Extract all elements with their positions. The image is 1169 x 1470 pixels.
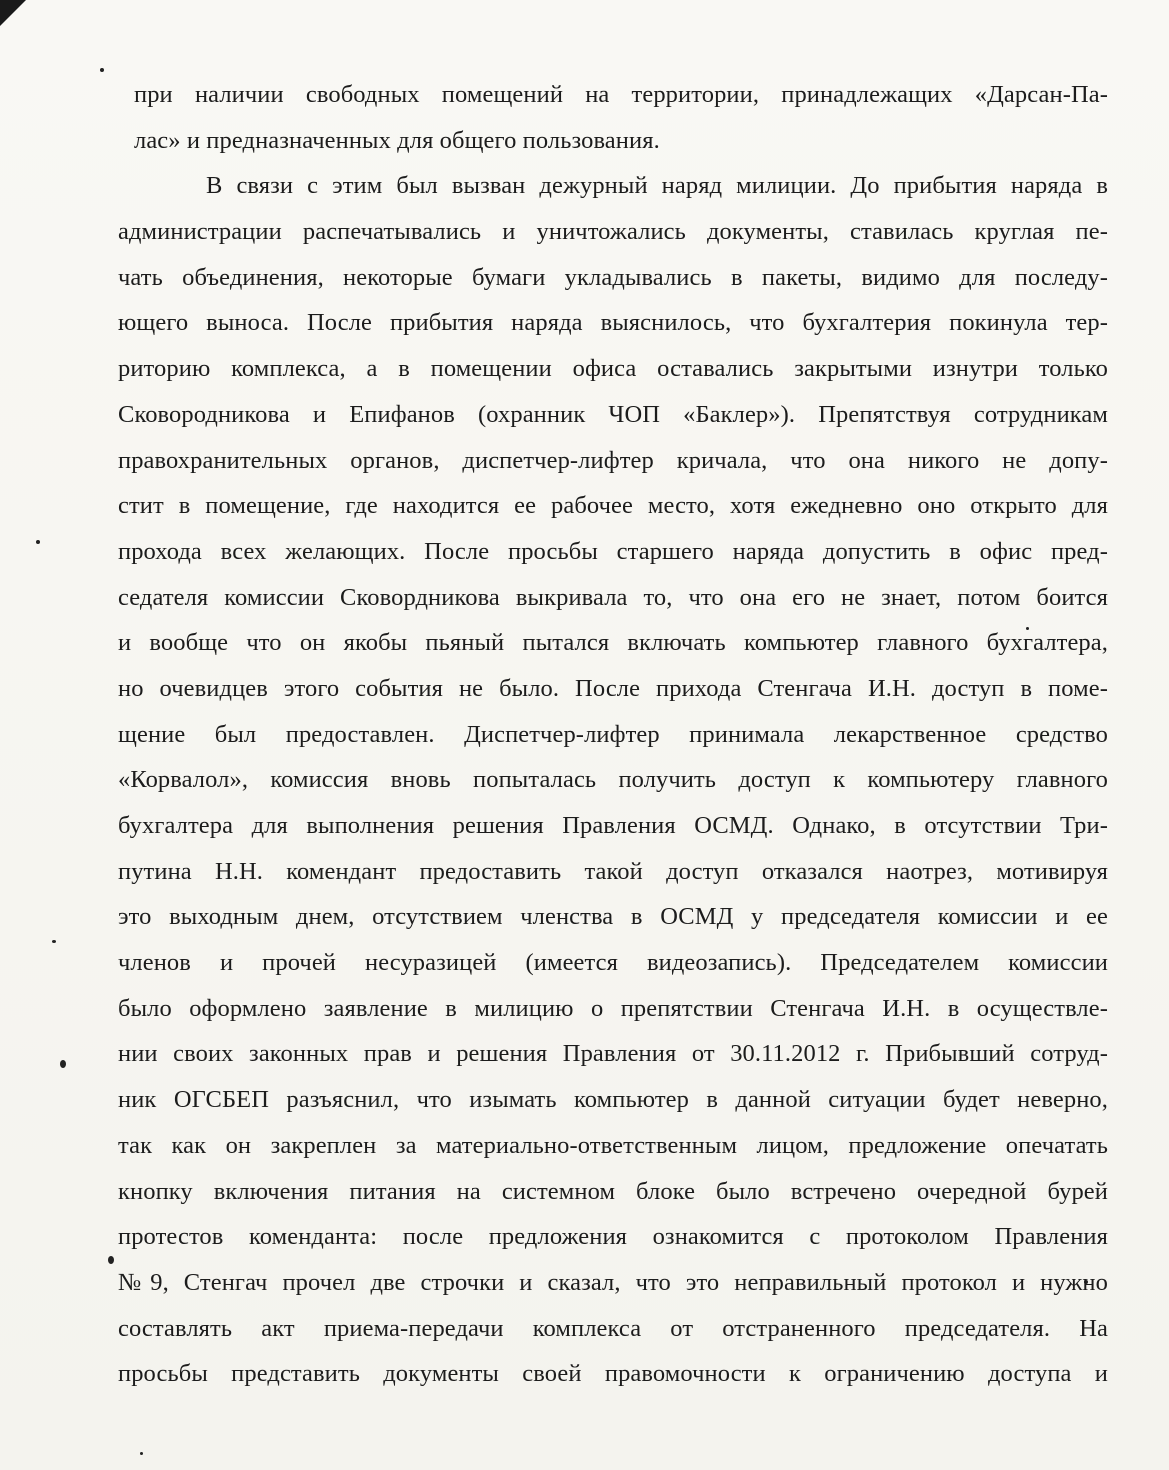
scan-speck (140, 1452, 143, 1455)
scan-speck (108, 1256, 114, 1264)
text-line: ющего выноса. После прибытия наряда выяснилось, что бухгалтерия покинула тер- (118, 309, 1108, 337)
text-line: седателя комиссии Сковордникова выкривала то, что она его не знает, потом боится (118, 583, 1108, 611)
scan-speck (100, 68, 104, 72)
text-line: щение был предоставлен. Диспетчер-лифтер принимала лекарственное средство (118, 720, 1108, 748)
text-line: это выходным днем, отсутствием членства в ОСМД у председателя комиссии и ее (118, 903, 1108, 931)
text-line: было оформлено заявление в милицию о препятствии Стенгача И.Н. в осуществле- (118, 994, 1108, 1022)
text-line: но очевидцев этого события не было. После прихода Стенгача И.Н. доступ в поме- (118, 674, 1108, 702)
text-line: бухгалтера для выполнения решения Правления ОСМД. Однако, в отсутствии Три- (118, 812, 1108, 839)
text-line: лас» и предназначенных для общего пользования. (134, 126, 660, 154)
text-line: ник ОГСБЕП разъяснил, что изымать компьютер в данной ситуации будет неверно, (118, 1086, 1108, 1114)
text-line: составлять акт приема-передачи комплекса от отстраненного председателя. На (118, 1314, 1108, 1342)
text-line: стит в помещение, где находится ее рабочее место, хотя ежедневно оно открыто для (118, 492, 1108, 520)
text-line: администрации распечатывались и уничтожались документы, ставилась круглая пе- (118, 218, 1108, 246)
text-line: В связи с этим был вызван дежурный наряд милиции. До прибытия наряда в (206, 172, 1108, 200)
document-body (118, 72, 1108, 1397)
text-line: «Корвалол», комиссия вновь попыталась получить доступ к компьютеру главного (118, 766, 1108, 794)
text-line: чать объединения, некоторые бумаги укладывались в пакеты, видимо для последу- (118, 263, 1108, 291)
text-line: риторию комплекса, а в помещении офиса оставались закрытыми изнутри только (118, 355, 1108, 383)
text-line: членов и прочей несуразицей (имеется видеозапись). Председателем комиссии (118, 949, 1108, 977)
scan-corner-mark (0, 0, 26, 26)
text-line: путина Н.Н. комендант предоставить такой доступ отказался наотрез, мотивируя (118, 857, 1108, 885)
scan-speck (60, 1060, 66, 1068)
text-line: правохранительных органов, диспетчер-лифтер кричала, что она никого не допу- (118, 446, 1108, 474)
text-line: нии своих законных прав и решения Правления от 30.11.2012 г. Прибывший сотруд- (118, 1040, 1108, 1068)
text-line: прохода всех желающих. После просьбы старшего наряда допустить в офис пред- (118, 537, 1108, 565)
text-line: так как он закреплен за материально-ответственным лицом, предложение опечатать (118, 1131, 1108, 1159)
text-line: Сковородникова и Епифанов (охранник ЧОП «Баклер»). Препятствуя сотрудникам (118, 400, 1108, 428)
scan-speck (36, 540, 40, 544)
text-line: при наличии свободных помещений на территории, принадлежащих «Дарсан-Па- (134, 81, 1108, 108)
text-line: кнопку включения питания на системном блоке было встречено очередной бурей (118, 1177, 1108, 1205)
text-line: №9, Стенгач прочел две строчки и сказал, что это неправильный протокол и нужно (118, 1268, 1108, 1296)
text-line: просьбы представить документы своей правомочности к ограничению доступа и (118, 1360, 1108, 1388)
scan-speck (52, 940, 56, 943)
text-line: и вообще что он якобы пьяный пытался включать компьютер главного бухгалтера, (118, 629, 1108, 657)
text-line: протестов коменданта: после предложения ознакомится с протоколом Правления (118, 1223, 1108, 1251)
